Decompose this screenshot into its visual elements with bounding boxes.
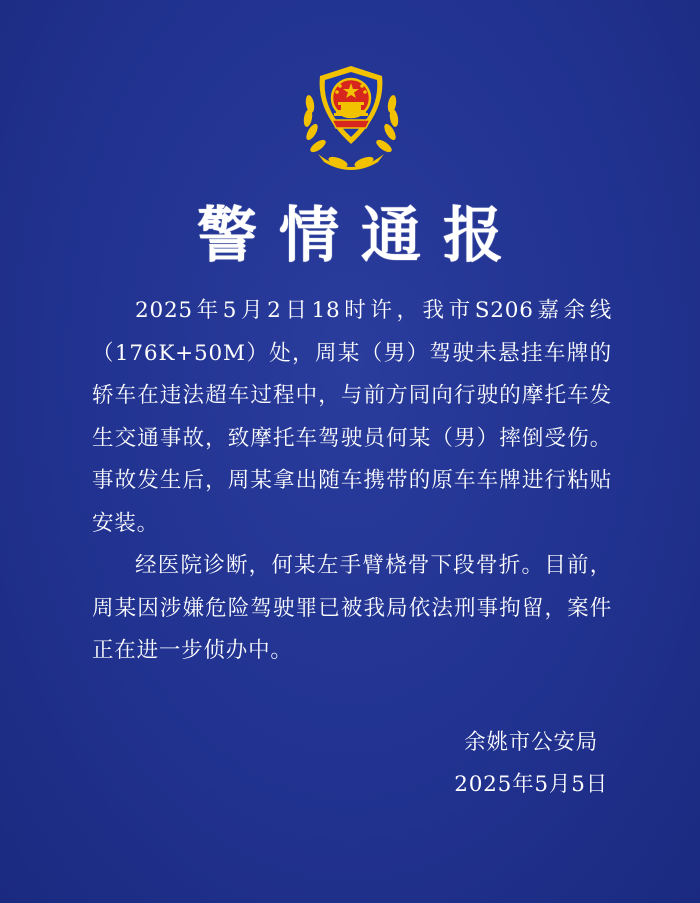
signature-block (454, 722, 608, 806)
issue-date: 2025年5月5日 (454, 772, 608, 797)
police-emblem-icon (298, 62, 404, 174)
notice-title: 警情通报 (197, 201, 525, 271)
notice-body (92, 290, 612, 673)
notice-paragraph: 经医院诊断，何某左手臂桡骨下段骨折。目前，周某因涉嫌危险驾驶罪已被我局依法刑事拘留，案件正在进一步侦办中。 (92, 553, 612, 663)
issuing-organization: 余姚市公安局 (464, 730, 599, 755)
notice-paragraph: 2025年5月2日18时许，我市S206嘉余线（176K+50M）处，周某（男）驾驶未悬挂车牌的轿车在违法超车过程中，与前方同向行驶的摩托车发生交通事故，致摩托车驾驶员何某（男）摔倒受伤。事故发生后，周某拿出随车携带的原车车牌进行粘贴安装。 (92, 298, 612, 536)
